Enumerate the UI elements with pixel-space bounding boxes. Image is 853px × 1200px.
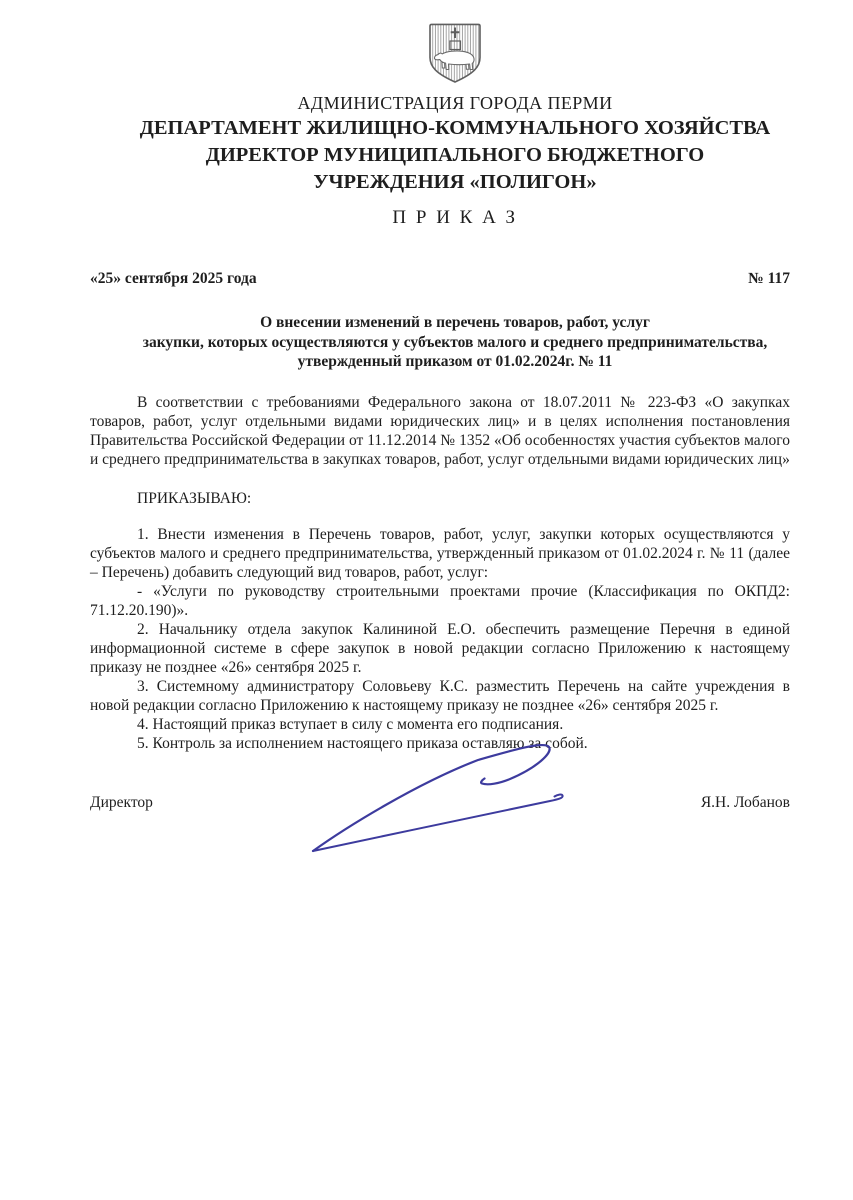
order-command: ПРИКАЗЫВАЮ: — [137, 489, 252, 507]
order-item: 5. Контроль за исполнением настоящего приказа оставляю за собой. — [137, 734, 588, 752]
signer-name: Я.Н. Лобанов — [700, 793, 790, 811]
order-item: 1. Внести изменения в Перечень товаров, работ, услуг, закупки которых осуществляются у субъектов малого и среднего предпринимательства, утвержденный приказом от 01.02.2024 г. № 11 (далее – Перечень) добавить следующий вид товаров, работ, услуг: — [90, 525, 790, 581]
order-items — [90, 525, 790, 753]
gospel-book-icon — [450, 41, 461, 50]
administration-title: АДМИНИСТРАЦИЯ ГОРОДА ПЕРМИ — [297, 93, 613, 113]
date-number-row — [90, 269, 790, 288]
handwritten-signature — [278, 738, 598, 868]
order-item: 3. Системному администратору Соловьеву К.С. разместить Перечень на сайте учреждения в новой редакции согласно Приложению к настоящему приказу не позднее «26» сентября 2025 г. — [90, 677, 790, 714]
order-item: - «Услуги по руководству строительными проектами прочие (Классификация по ОКПД2: 71.12.20.190)». — [90, 582, 790, 619]
signature-lower-stroke — [313, 795, 563, 851]
perm-coat-of-arms-icon — [426, 22, 484, 84]
signature-upper-stroke — [313, 745, 550, 851]
subject-line: закупки, которых осуществляются у субъектов малого и среднего предпринимательства, — [142, 333, 768, 351]
intro-paragraph: В соответствии с требованиями Федерального закона от 18.07.2011 № 223-ФЗ «О закупках товаров, работ, услуг отдельными видами юридических лиц» и в целях исполнения постановления Правительства Российской Федерации от 11.12.2014 № 1352 «Об особенностях участия субъектов малого и среднего предпринимательства в закупках товаров, работ, услуг отдельными видами юридических лиц» — [90, 393, 790, 468]
department-title: ДЕПАРТАМЕНТ ЖИЛИЩНО-КОММУНАЛЬНОГО ХОЗЯЙСТВА — [139, 117, 771, 139]
order-item: 4. Настоящий приказ вступает в силу с момента его подписания. — [137, 715, 564, 733]
emblem-container — [120, 0, 790, 91]
document-date: «25» сентября 2025 года — [90, 270, 257, 287]
signer-position: Директор — [90, 793, 153, 811]
subject-line: утвержденный приказом от 01.02.2024г. № 11 — [297, 353, 613, 370]
letterhead — [90, 0, 790, 231]
director-title-line2: УЧРЕЖДЕНИЯ «ПОЛИГОН» — [313, 171, 597, 193]
document-number: № 117 — [748, 270, 790, 287]
director-title-line1: ДИРЕКТОР МУНИЦИПАЛЬНОГО БЮДЖЕТНОГО — [205, 144, 705, 166]
subject-block — [90, 313, 790, 372]
order-item: 2. Начальнику отдела закупок Калининой Е.О. обеспечить размещение Перечня в единой информационной системе в сфере закупок в новой редакции согласно Приложению к настоящему приказу не позднее «26» сентября 2025 г. — [90, 620, 790, 676]
document-type-title: П Р И К А З — [392, 207, 518, 228]
subject-line: О внесении изменений в перечень товаров, работ, услуг — [260, 314, 650, 331]
